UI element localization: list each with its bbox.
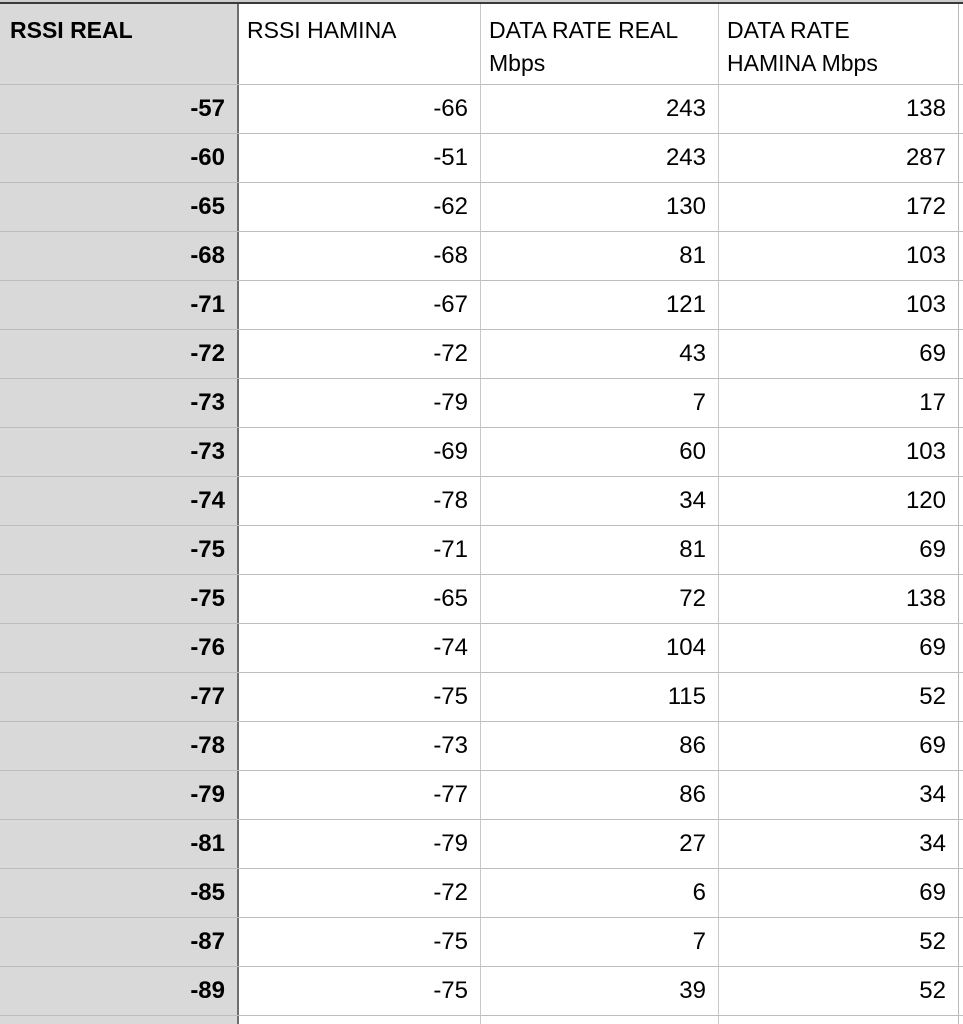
cell-data-rate-hamina[interactable]: 172 bbox=[719, 183, 959, 231]
cell-data-rate-real[interactable]: 7 bbox=[481, 379, 719, 427]
cell-rssi-real[interactable]: -78 bbox=[0, 722, 239, 770]
cell-rssi-real[interactable]: -81 bbox=[0, 820, 239, 868]
cell-rssi-hamina[interactable]: -75 bbox=[239, 673, 481, 721]
cell-data-rate-hamina[interactable]: 52 bbox=[719, 918, 959, 966]
cell-rssi-hamina[interactable]: -79 bbox=[239, 820, 481, 868]
cell-rssi-hamina[interactable]: -62 bbox=[239, 183, 481, 231]
table-row bbox=[0, 967, 963, 1016]
partial-column-right bbox=[959, 134, 963, 182]
cell-rssi-real[interactable]: -77 bbox=[0, 673, 239, 721]
header-row bbox=[0, 4, 963, 85]
partial-cell bbox=[719, 1016, 959, 1024]
cell-rssi-real[interactable]: -89 bbox=[0, 967, 239, 1015]
partial-column-right bbox=[959, 281, 963, 329]
cell-rssi-real[interactable]: -72 bbox=[0, 330, 239, 378]
table-row bbox=[0, 281, 963, 330]
partial-column-right bbox=[959, 330, 963, 378]
table-row bbox=[0, 820, 963, 869]
partial-column-right bbox=[959, 379, 963, 427]
cell-rssi-real[interactable]: -74 bbox=[0, 477, 239, 525]
cell-rssi-real[interactable]: -87 bbox=[0, 918, 239, 966]
table-row bbox=[0, 526, 963, 575]
cell-rssi-hamina[interactable]: -72 bbox=[239, 869, 481, 917]
cell-rssi-real[interactable]: -71 bbox=[0, 281, 239, 329]
header-label-rssi-real: RSSI REAL bbox=[10, 17, 133, 43]
partial-cell bbox=[481, 1016, 719, 1024]
cell-data-rate-real[interactable]: 86 bbox=[481, 771, 719, 819]
cell-data-rate-real[interactable]: 115 bbox=[481, 673, 719, 721]
partial-column-right bbox=[959, 428, 963, 476]
cell-rssi-hamina[interactable]: -77 bbox=[239, 771, 481, 819]
cell-rssi-real[interactable]: -85 bbox=[0, 869, 239, 917]
partial-column-right bbox=[959, 673, 963, 721]
cell-rssi-real[interactable]: -60 bbox=[0, 134, 239, 182]
cell-rssi-real[interactable]: -79 bbox=[0, 771, 239, 819]
header-label-rssi-hamina: RSSI HAMINA bbox=[247, 17, 397, 43]
partial-column-right bbox=[959, 820, 963, 868]
cell-data-rate-hamina[interactable]: 69 bbox=[719, 330, 959, 378]
partial-column-right bbox=[959, 624, 963, 672]
cell-data-rate-hamina[interactable]: 69 bbox=[719, 624, 959, 672]
cell-data-rate-hamina[interactable]: 138 bbox=[719, 85, 959, 133]
partial-column-right bbox=[959, 85, 963, 133]
table-row bbox=[0, 722, 963, 771]
table-row bbox=[0, 428, 963, 477]
cell-rssi-hamina[interactable]: -66 bbox=[239, 85, 481, 133]
cell-rssi-hamina[interactable]: -65 bbox=[239, 575, 481, 623]
cell-data-rate-real[interactable]: 243 bbox=[481, 134, 719, 182]
cell-data-rate-real[interactable]: 86 bbox=[481, 722, 719, 770]
cell-data-rate-real[interactable]: 104 bbox=[481, 624, 719, 672]
cell-rssi-real[interactable]: -73 bbox=[0, 379, 239, 427]
cell-data-rate-real[interactable]: 34 bbox=[481, 477, 719, 525]
cell-data-rate-real[interactable]: 7 bbox=[481, 918, 719, 966]
table-row bbox=[0, 869, 963, 918]
partial-row-below bbox=[0, 1016, 963, 1024]
cell-rssi-hamina[interactable]: -73 bbox=[239, 722, 481, 770]
cell-rssi-real[interactable]: -57 bbox=[0, 85, 239, 133]
cell-data-rate-real[interactable]: 130 bbox=[481, 183, 719, 231]
table-row bbox=[0, 232, 963, 281]
partial-column-right bbox=[959, 477, 963, 525]
cell-rssi-hamina[interactable]: -68 bbox=[239, 232, 481, 280]
cell-data-rate-real[interactable]: 39 bbox=[481, 967, 719, 1015]
cell-rssi-real[interactable]: -75 bbox=[0, 526, 239, 574]
cell-rssi-hamina[interactable]: -69 bbox=[239, 428, 481, 476]
cell-rssi-hamina[interactable]: -78 bbox=[239, 477, 481, 525]
header-label-data-rate-real: DATA RATE REAL Mbps bbox=[489, 17, 678, 76]
partial-column-right bbox=[959, 183, 963, 231]
cell-data-rate-hamina[interactable]: 52 bbox=[719, 967, 959, 1015]
cell-data-rate-real[interactable]: 72 bbox=[481, 575, 719, 623]
header-label-data-rate-hamina: DATA RATE HAMINA Mbps bbox=[727, 17, 878, 76]
cell-data-rate-hamina[interactable]: 69 bbox=[719, 869, 959, 917]
partial-column-right bbox=[959, 232, 963, 280]
cell-rssi-hamina[interactable]: -75 bbox=[239, 918, 481, 966]
header-cell-data-rate-real[interactable] bbox=[481, 4, 719, 84]
cell-rssi-real[interactable]: -75 bbox=[0, 575, 239, 623]
table-row bbox=[0, 183, 963, 232]
cell-data-rate-real[interactable]: 81 bbox=[481, 232, 719, 280]
table-row bbox=[0, 624, 963, 673]
cell-data-rate-hamina[interactable]: 34 bbox=[719, 820, 959, 868]
partial-column-right bbox=[959, 771, 963, 819]
table-body bbox=[0, 85, 963, 1016]
table-row bbox=[0, 918, 963, 967]
partial-column-right bbox=[959, 722, 963, 770]
cell-rssi-hamina[interactable]: -67 bbox=[239, 281, 481, 329]
cell-data-rate-hamina[interactable]: 120 bbox=[719, 477, 959, 525]
cell-data-rate-real[interactable]: 6 bbox=[481, 869, 719, 917]
cell-rssi-real[interactable]: -73 bbox=[0, 428, 239, 476]
table-row bbox=[0, 134, 963, 183]
partial-column-right bbox=[959, 918, 963, 966]
cell-data-rate-hamina[interactable]: 103 bbox=[719, 232, 959, 280]
cell-data-rate-real[interactable]: 27 bbox=[481, 820, 719, 868]
cell-rssi-hamina[interactable]: -79 bbox=[239, 379, 481, 427]
partial-column-right bbox=[959, 967, 963, 1015]
partial-column-right bbox=[959, 575, 963, 623]
table-row bbox=[0, 771, 963, 820]
cell-data-rate-hamina[interactable]: 287 bbox=[719, 134, 959, 182]
cell-rssi-real[interactable]: -68 bbox=[0, 232, 239, 280]
table-row bbox=[0, 673, 963, 722]
cell-data-rate-hamina[interactable]: 34 bbox=[719, 771, 959, 819]
table-row bbox=[0, 330, 963, 379]
cell-data-rate-real[interactable]: 243 bbox=[481, 85, 719, 133]
cell-data-rate-hamina[interactable]: 17 bbox=[719, 379, 959, 427]
partial-column-right bbox=[959, 4, 963, 84]
cell-rssi-hamina[interactable]: -74 bbox=[239, 624, 481, 672]
header-cell-data-rate-hamina[interactable] bbox=[719, 4, 959, 84]
table-row bbox=[0, 85, 963, 134]
cell-rssi-hamina[interactable]: -71 bbox=[239, 526, 481, 574]
cell-data-rate-hamina[interactable]: 103 bbox=[719, 428, 959, 476]
cell-data-rate-hamina[interactable]: 103 bbox=[719, 281, 959, 329]
table-row bbox=[0, 379, 963, 428]
cell-rssi-hamina[interactable]: -51 bbox=[239, 134, 481, 182]
cell-data-rate-hamina[interactable]: 52 bbox=[719, 673, 959, 721]
header-cell-rssi-real[interactable] bbox=[0, 4, 239, 84]
table-row bbox=[0, 477, 963, 526]
cell-data-rate-real[interactable]: 60 bbox=[481, 428, 719, 476]
partial-column-right bbox=[959, 869, 963, 917]
table-row bbox=[0, 575, 963, 624]
partial-column-right bbox=[959, 526, 963, 574]
cell-data-rate-hamina[interactable]: 138 bbox=[719, 575, 959, 623]
cell-rssi-real[interactable]: -65 bbox=[0, 183, 239, 231]
header-cell-rssi-hamina[interactable] bbox=[239, 4, 481, 84]
cell-data-rate-hamina[interactable]: 69 bbox=[719, 722, 959, 770]
cell-data-rate-real[interactable]: 121 bbox=[481, 281, 719, 329]
cell-data-rate-real[interactable]: 43 bbox=[481, 330, 719, 378]
partial-cell bbox=[239, 1016, 481, 1024]
cell-rssi-hamina[interactable]: -75 bbox=[239, 967, 481, 1015]
cell-rssi-hamina[interactable]: -72 bbox=[239, 330, 481, 378]
cell-data-rate-hamina[interactable]: 69 bbox=[719, 526, 959, 574]
partial-column-right bbox=[959, 1016, 963, 1024]
cell-data-rate-real[interactable]: 81 bbox=[481, 526, 719, 574]
cell-rssi-real[interactable]: -76 bbox=[0, 624, 239, 672]
partial-cell bbox=[0, 1016, 239, 1024]
